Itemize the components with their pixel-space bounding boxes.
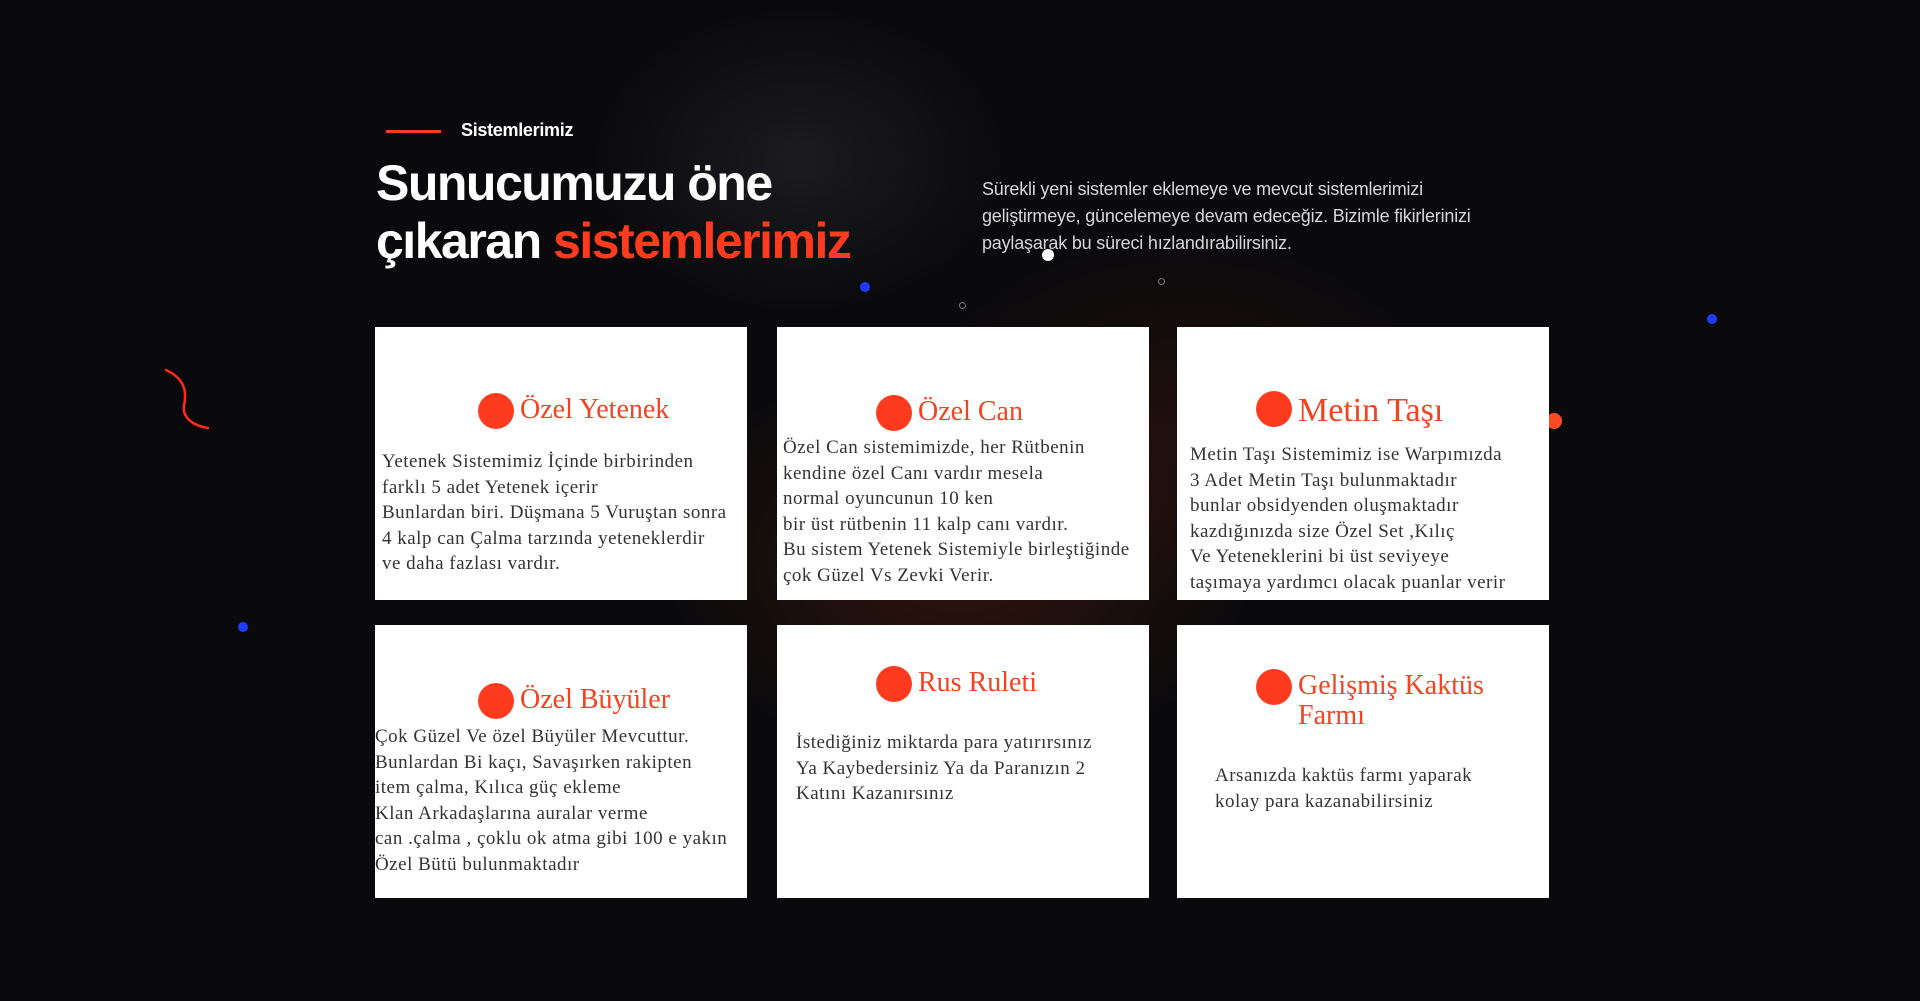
intro-line-2: geliştirmeye, güncelemeye devam edeceğiz. Bizimle fikirlerinizi <box>982 206 1471 226</box>
decor-dot-blue <box>860 282 870 292</box>
system-card-rus-ruleti <box>777 625 1149 898</box>
eyebrow-line <box>386 130 441 133</box>
card-description: İstediğiniz miktarda para yatırırsınız Ya Kaybedersiniz Ya da Paranızın 2 Katını Kazanırsınız <box>796 732 1092 805</box>
system-card-ozel-can <box>777 327 1149 600</box>
decor-ring <box>959 302 966 309</box>
card-title <box>876 668 1037 702</box>
system-card-ozel-buyuler <box>375 625 747 898</box>
system-card-ozel-yetenek <box>375 327 747 600</box>
card-title <box>1256 393 1443 429</box>
section-intro <box>982 176 1582 257</box>
heading-line-2-accent: sistemlerimiz <box>553 213 851 269</box>
heading-line-1: Sunucumuzu öne <box>376 155 772 211</box>
bullet-icon <box>876 666 912 702</box>
bullet-icon <box>1256 669 1292 705</box>
card-description: Yetenek Sistemimiz İçinde birbirinden farklı 5 adet Yetenek içerir Bunlardan biri. Düşmana 5 Vuruştan sonra 4 kalp can Çalma tarzında yeteneklerdir ve daha fazlası vardır. <box>382 451 727 575</box>
card-title-text: Özel Yetenek <box>520 394 670 425</box>
decor-squiggle <box>160 362 220 432</box>
card-title <box>876 397 1023 431</box>
bullet-icon <box>876 395 912 431</box>
card-title-text: Özel Can <box>918 396 1023 427</box>
card-description: Metin Taşı Sistemimiz ise Warpımızda 3 Adet Metin Taşı bulunmaktadır bunlar obsidyenden oluşmaktadır kazdığınızda size Özel Set ,Kılıç Ve Yeteneklerini bi üst seviyeye taşımaya yardımcı olacak puanlar verir <box>1190 444 1506 593</box>
bullet-icon <box>478 683 514 719</box>
card-title-text <box>1298 671 1484 731</box>
decor-dot-blue <box>238 622 248 632</box>
card-title-line-1: Gelişmiş Kaktüs <box>1298 670 1484 701</box>
intro-line-3: paylaşarak bu süreci hızlandırabilirsiniz. <box>982 233 1292 253</box>
intro-line-1: Sürekli yeni sistemler eklemeye ve mevcut sistemlerimizi <box>982 179 1423 199</box>
system-card-kaktus-farmi <box>1177 625 1549 898</box>
section-eyebrow: Sistemlerimiz <box>461 120 574 140</box>
card-title <box>478 395 669 429</box>
card-title-line-2: Farmı <box>1298 700 1365 731</box>
card-title-text: Metin Taşı <box>1298 392 1444 429</box>
bullet-icon <box>478 393 514 429</box>
bullet-icon <box>1256 391 1292 427</box>
section-heading <box>376 154 850 270</box>
card-title-text: Özel Büyüler <box>520 684 671 715</box>
card-title-text: Rus Ruleti <box>918 667 1038 698</box>
system-card-metin-tasi <box>1177 327 1549 600</box>
card-title <box>1256 671 1484 731</box>
card-description: Özel Can sistemimizde, her Rütbenin kendine özel Canı vardır mesela normal oyuncunun 10 ken bir üst rütbenin 11 kalp canı vardır. Bu sistem Yetenek Sistemiyle birleştiğinde çok Güzel Vs Zevki Verir. <box>783 437 1130 586</box>
decor-ring <box>1158 278 1165 285</box>
heading-line-2-prefix: çıkaran <box>376 213 541 269</box>
card-title <box>478 685 670 719</box>
decor-dot-blue <box>1707 314 1717 324</box>
card-description: Çok Güzel Ve özel Büyüler Mevcuttur. Bunlardan Bi kaçı, Savaşırken rakipten item çalma, Kılıca güç ekleme Klan Arkadaşlarına auralar verme can .çalma , çoklu ok atma gibi 100 e yakın Özel Bütü bulunmaktadır <box>375 726 728 875</box>
card-description: Arsanızda kaktüs farmı yaparak kolay para kazanabilirsiniz <box>1215 765 1473 812</box>
